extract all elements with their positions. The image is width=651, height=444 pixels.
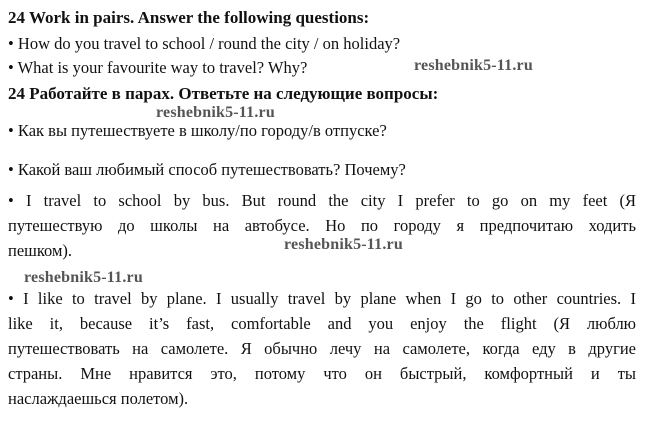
watermark-4: reshebnik5-11.ru [24, 269, 143, 286]
answer-1-line-1: • I travel to school by bus. But round the city I prefer to go on my feet (Я [8, 191, 636, 210]
answer-2-line-4: страны. Мне нравится это, потому что он быстрый, комфортный и ты [8, 364, 636, 383]
answer-2-line-1: • I like to travel by plane. I usually travel by plane when I go to other countries. I [8, 289, 636, 308]
watermark-3: reshebnik5-11.ru [284, 236, 403, 253]
exercise-heading-en: 24 Work in pairs. Answer the following questions: [8, 8, 370, 27]
watermark-1: reshebnik5-11.ru [414, 57, 533, 74]
answer-2-line-3: путешествовать на самолете. Я обычно лечу на самолете, когда еду в другие [8, 339, 636, 358]
answer-1-line-2: путешествую до школы на автобусе. Но по городу я предпочитаю ходить [8, 216, 636, 235]
answer-2-line-2: like it, because it’s fast, comfortable and you enjoy the flight (Я люблю [8, 314, 636, 333]
answer-1-line-3: пешком). [8, 241, 73, 260]
question-travel-routes-ru: • Как вы путешествуете в школу/по городу/в отпуске? [8, 121, 387, 140]
question-travel-routes: • How do you travel to school / round the city / on holiday? [8, 34, 401, 53]
watermark-2: reshebnik5-11.ru [156, 104, 275, 121]
exercise-heading-ru: 24 Работайте в парах. Ответьте на следующие вопросы: [8, 84, 439, 103]
answer-2-line-5: наслаждаешься полетом). [8, 389, 189, 408]
question-favourite-way-ru: • Какой ваш любимый способ путешествовать? Почему? [8, 160, 406, 179]
question-favourite-way: • What is your favourite way to travel? Why? [8, 58, 308, 77]
